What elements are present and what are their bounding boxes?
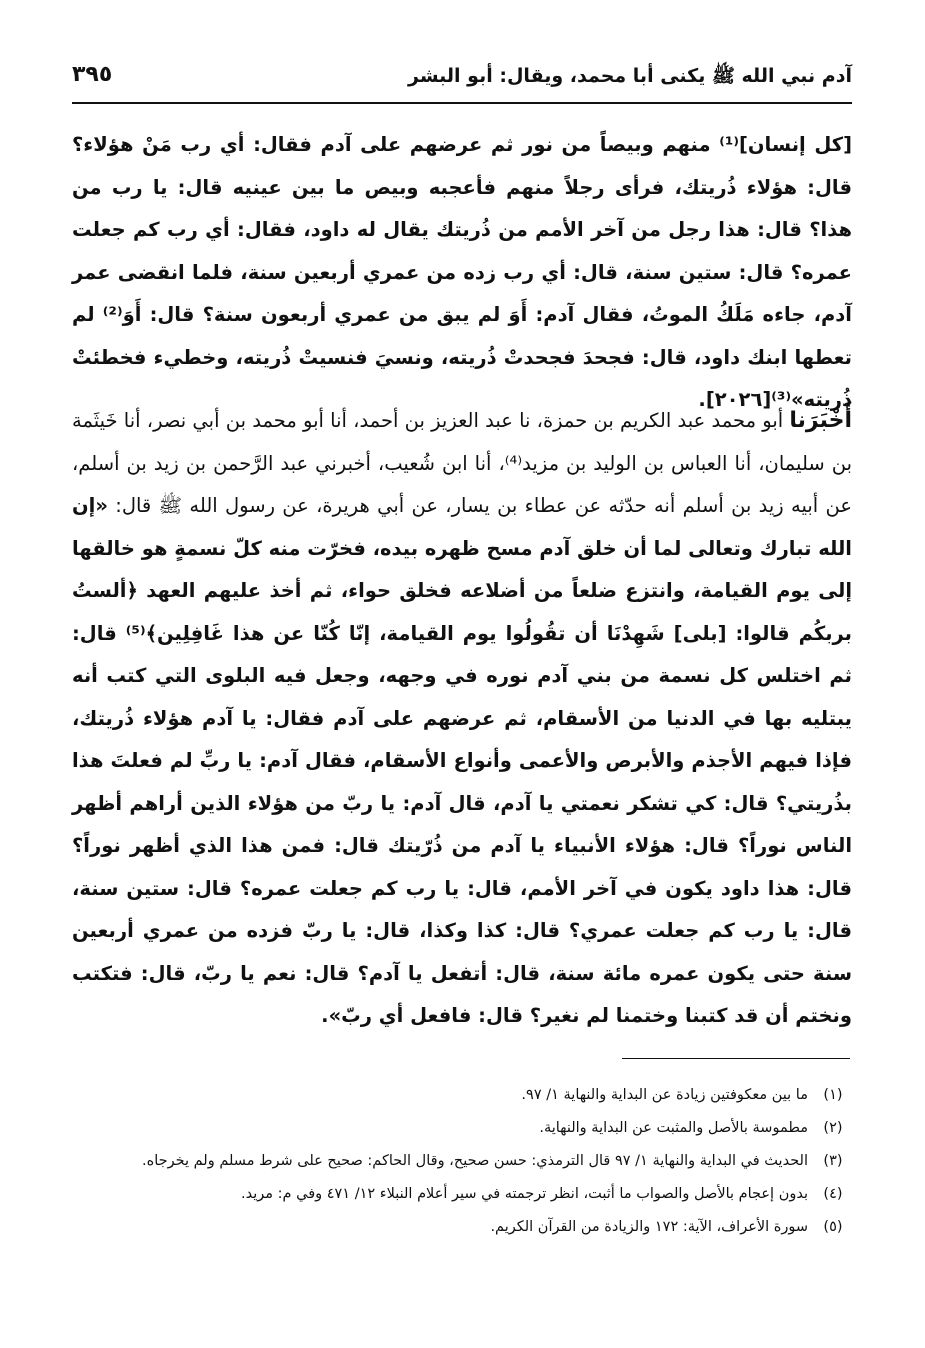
- footnote-number: (٤): [823, 1186, 843, 1202]
- footnote-number: (٥): [823, 1219, 843, 1235]
- footnote-number: (٢): [823, 1120, 843, 1136]
- footnote-number: (٣): [823, 1153, 843, 1169]
- footnote-text: مطموسة بالأصل والمثبت عن البداية والنهاية.: [539, 1120, 808, 1136]
- footnote-item: [100, 1082, 850, 1109]
- hadith-text: «إن الله تبارك وتعالى لما أن خلق آدم مسح ظهره بيده، فخرّت منه كلّ نسمةٍ هو خالقها إلى يوم القيامة، وانتزع ضلعاً من أضلاعه فخلق حواء، ثم أخذ عليهم العهد ﴿ألستُ بربكُم قالوا: [بلى] شَهِدْنَا أن تقُولُوا يوم القيامة، إنّا كُنّا عن هذا غَافِلِين﴾⁽⁵⁾ قال: ثم اختلس كل نسمة من بني آدم نوره في وجهه، وجعل فيه البلوى التي كتب أنه يبتليه بها في الدنيا من الأسقام، ثم عرضهم على آدم فقال: يا آدم هؤلاء ذُريتك، فإذا فيهم الأجذم والأبرص والأعمى وأنواع الأسقام، فقال آدم: يا ربِّ لم فعلتَ هذا بذُريتي؟ قال: كي تشكر نعمتي يا آدم، قال آدم: يا ربّ من هؤلاء الذين أراهم أظهر الناس نوراً؟ قال: هؤلاء الأنبياء يا آدم من ذُرّيتك قال: فمن هذا الذي أظهر نوراً؟ قال: هذا داود يكون في آخر الأمم، قال: يا رب كم جعلت عمره؟ قال: ستين سنة، قال: يا رب كم جعلت عمري؟ قال: كذا وكذا، قال: يا ربّ فزده من عمري أربعين سنة حتى يكون عمره مائة سنة، قال: أتفعل يا آدم؟ قال: نعم يا ربّ، قال: فتكتب ونختم أن قد كتبنا وختمنا لم نغير؟ قال: فافعل أي ربّ».: [72, 494, 852, 1027]
- footnote-text: بدون إعجام بالأصل والصواب ما أثبت، انظر ترجمته في سير أعلام النبلاء ١٢/ ٤٧١ وفي م: مريد.: [241, 1186, 808, 1202]
- paragraph-lead-word: أَخْبَرَنا: [789, 408, 852, 433]
- footnote-text: ما بين معكوفتين زيادة عن البداية والنهاية ١/ ٩٧.: [521, 1087, 808, 1103]
- isnad-chain: أبو محمد عبد الكريم بن حمزة، نا عبد العزيز بن أحمد، أنا أبو محمد بن أبي نصر، أنا خَيثَمة بن سليمان، أنا العباس بن الوليد بن مزيد⁽⁴⁾، أنا ابن شُعيب، أخبرني عبد الرَّحمن بن زيد بن أسلم، عن أبيه زيد بن أسلم أنه حدّثه عن عطاء بن يسار، عن أبي هريرة، عن رسول الله ﷺ قال:: [72, 409, 853, 517]
- footnote-text: سورة الأعراف، الآية: ١٧٢ والزيادة من القرآن الكريم.: [490, 1219, 808, 1235]
- paragraph-2: [72, 400, 852, 1038]
- footnote-number: (١): [823, 1087, 843, 1103]
- footnote-item: [100, 1115, 850, 1142]
- header-rule: [72, 102, 852, 104]
- footnote-item: [100, 1148, 850, 1175]
- paragraph-1: [كل إنسان]⁽¹⁾ منهم وبيصاً من نور ثم عرضهم على آدم فقال: أي رب مَنْ هؤلاء؟ قال: هؤلاء ذُريتك، فرأى رجلاً منهم فأعجبه وبيص ما بين عينيه قال: يا رب من هذا؟ قال: هذا رجل من آخر الأمم من ذُريتك يقال له داود، فقال: أي رب كم جعلت عمره؟ قال: ستين سنة، قال: أي رب زده من عمري أربعين سنة، فلما انقضى عمر آدم، جاءه مَلَكُ الموتُ، فقال آدم: أَوَ لم يبق من عمري أربعون سنة؟ قال: أَوَ⁽²⁾ لم تعطها ابنك داود، قال: فجحدَ فجحدتْ ذُريته، ونسيَ فنسيتْ ذُريته، وخطيء فخطئتْ ذُريته»⁽³⁾[٢٠٢٦].: [72, 133, 852, 411]
- footnote-text: الحديث في البداية والنهاية ١/ ٩٧ قال الترمذي: حسن صحيح، وقال الحاكم: صحيح على شرط مسلم ولم يخرجاه.: [142, 1153, 808, 1169]
- page-number: ٣٩٥: [72, 62, 113, 87]
- running-head: آدم نبي الله ﷺ يكنى أبا محمد، ويقال: أبو البشر: [408, 65, 852, 87]
- footnote-item: [100, 1214, 850, 1241]
- footnote-item: [100, 1181, 850, 1208]
- footnote-rule: [622, 1058, 850, 1059]
- footnotes: [100, 1082, 850, 1247]
- page-header: [72, 60, 852, 96]
